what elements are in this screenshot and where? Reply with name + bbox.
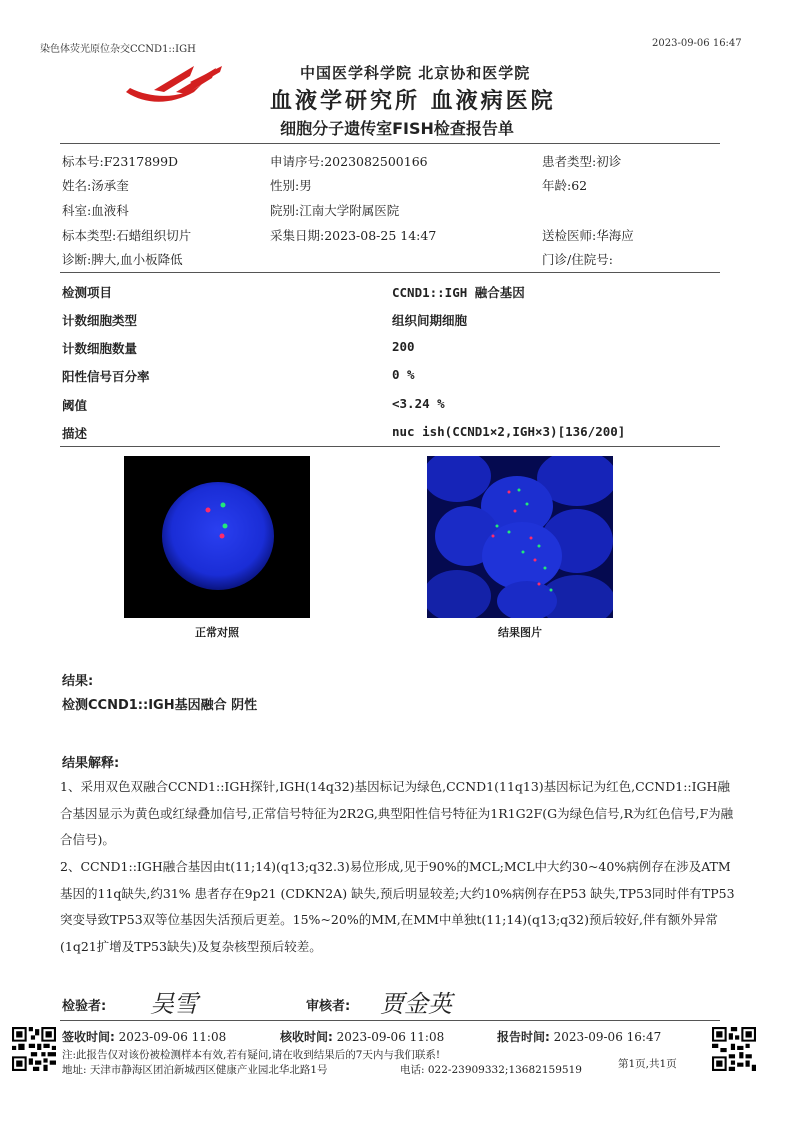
department: 科室:血液科 xyxy=(62,203,129,218)
divider-footer xyxy=(60,1020,720,1021)
divider-top xyxy=(60,143,720,144)
verify-time xyxy=(280,1028,444,1045)
institution-line-1: 中国医学科学院 北京协和医学院 xyxy=(300,64,531,82)
request-number: 申请序号:2023082500166 xyxy=(270,154,428,169)
result-image-caption: 结果图片 xyxy=(498,626,542,639)
normal-control-caption: 正常对照 xyxy=(195,626,239,639)
row-label-cell-count: 计数细胞数量 xyxy=(62,341,138,356)
patient-age: 年龄:62 xyxy=(542,178,588,193)
patient-sex: 性别:男 xyxy=(270,178,312,193)
qr-code-left xyxy=(12,1027,56,1071)
row-label-item: 检测项目 xyxy=(62,285,113,300)
normal-control-image xyxy=(124,456,310,618)
row-label-positive-rate: 阳性信号百分率 xyxy=(62,369,150,384)
inspector-label: 检验者: xyxy=(62,999,107,1014)
diagnosis: 诊断:脾大,血小板降低 xyxy=(62,252,183,267)
inspector-signature: 吴雪 xyxy=(150,990,198,1018)
hospital-logo xyxy=(124,62,224,108)
report-time xyxy=(497,1028,661,1045)
verify-time-label: 核收时间: xyxy=(280,1030,333,1044)
interpretation-paragraph-1: 1、采用双色双融合CCND1::IGH探针,IGH(14q32)基因标记为绿色,CCND1(11q13)基因标记为红色,CCND1::IGH融合基因显示为黄色或红绿叠加信号,正常信号特征为2R2G,典型阳性信号特征为1R1G2F(G为绿色信号,R为红色信号,F为融合信号)。 xyxy=(60,779,734,847)
footer-address: 地址: 天津市静海区团泊新城西区健康产业园北华北路1号 xyxy=(62,1064,328,1076)
row-value-threshold: <3.24 % xyxy=(392,396,445,411)
divider-table xyxy=(60,446,720,447)
hospital: 院别:江南大学附属医院 xyxy=(270,203,400,218)
report-time-value: 2023-09-06 16:47 xyxy=(553,1030,662,1044)
patient-name: 姓名:汤承奎 xyxy=(62,178,129,193)
interpretation-paragraph-2: 2、CCND1::IGH融合基因由t(11;14)(q13;q32.3)易位形成,见于90%的MCL;MCL中大约30~40%病例存在涉及ATM基因的11q缺失,约31% 患者存在9p21 (CDKN2A) 缺失,预后明显较差;大约10%病例存在P53 缺失,TP53同时伴有TP53突变导致TP53双等位基因失活预后更差。15%~20%的MM,在MM中单独t(11;14)(q13;q32)预后较好,伴有额外异常(1q21扩增及TP53缺失)及复杂核型预后较差。 xyxy=(60,859,735,954)
footer-note: 注:此报告仅对该份被检测样本有效,若有疑问,请在收到结果后的7天内与我们联系! xyxy=(62,1049,441,1061)
row-value-description: nuc ish(CCND1×2,IGH×3)[136/200] xyxy=(392,424,626,439)
print-timestamp: 2023-09-06 16:47 xyxy=(652,38,742,49)
row-value-positive-rate: 0 % xyxy=(392,367,415,382)
reviewer-label: 审核者: xyxy=(306,999,351,1014)
sign-time-label: 签收时间: xyxy=(62,1030,115,1044)
interpretation-title: 结果解释: xyxy=(62,756,120,771)
result-image xyxy=(427,456,613,618)
row-label-description: 描述 xyxy=(62,426,88,441)
collect-date: 采集日期:2023-08-25 14:47 xyxy=(270,228,437,243)
verify-time-value: 2023-09-06 11:08 xyxy=(336,1030,445,1044)
clinic-number: 门诊/住院号: xyxy=(542,252,613,267)
reviewer-signature: 贾金英 xyxy=(380,990,452,1018)
row-value-item: CCND1::IGH 融合基因 xyxy=(392,285,525,300)
institution-line-2: 血液学研究所 血液病医院 xyxy=(270,88,556,114)
sign-time-value: 2023-09-06 11:08 xyxy=(118,1030,227,1044)
sign-time xyxy=(62,1028,226,1045)
sample-type: 标本类型:石蜡组织切片 xyxy=(62,228,192,243)
report-time-label: 报告时间: xyxy=(497,1030,550,1044)
divider-patient xyxy=(60,272,720,273)
conclusion-text: 检测CCND1::IGH基因融合 阴性 xyxy=(62,698,258,713)
document-subject: 染色体荧光原位杂交CCND1::IGH xyxy=(40,44,196,55)
qr-code-right xyxy=(712,1027,756,1071)
report-title: 细胞分子遗传室FISH检查报告单 xyxy=(280,119,514,138)
sample-number: 标本号:F2317899D xyxy=(62,154,179,169)
row-label-threshold: 阈值 xyxy=(62,398,88,413)
row-label-cell-type: 计数细胞类型 xyxy=(62,313,138,328)
patient-type: 患者类型:初诊 xyxy=(542,154,622,169)
footer-phone: 电话: 022-23909332;13682159519 xyxy=(400,1064,582,1076)
page-number: 第1页,共1页 xyxy=(618,1058,677,1070)
row-value-cell-count: 200 xyxy=(392,339,415,354)
row-value-cell-type: 组织间期细胞 xyxy=(392,313,468,328)
conclusion-title: 结果: xyxy=(62,674,94,689)
referring-doctor: 送检医师:华海应 xyxy=(542,228,634,243)
